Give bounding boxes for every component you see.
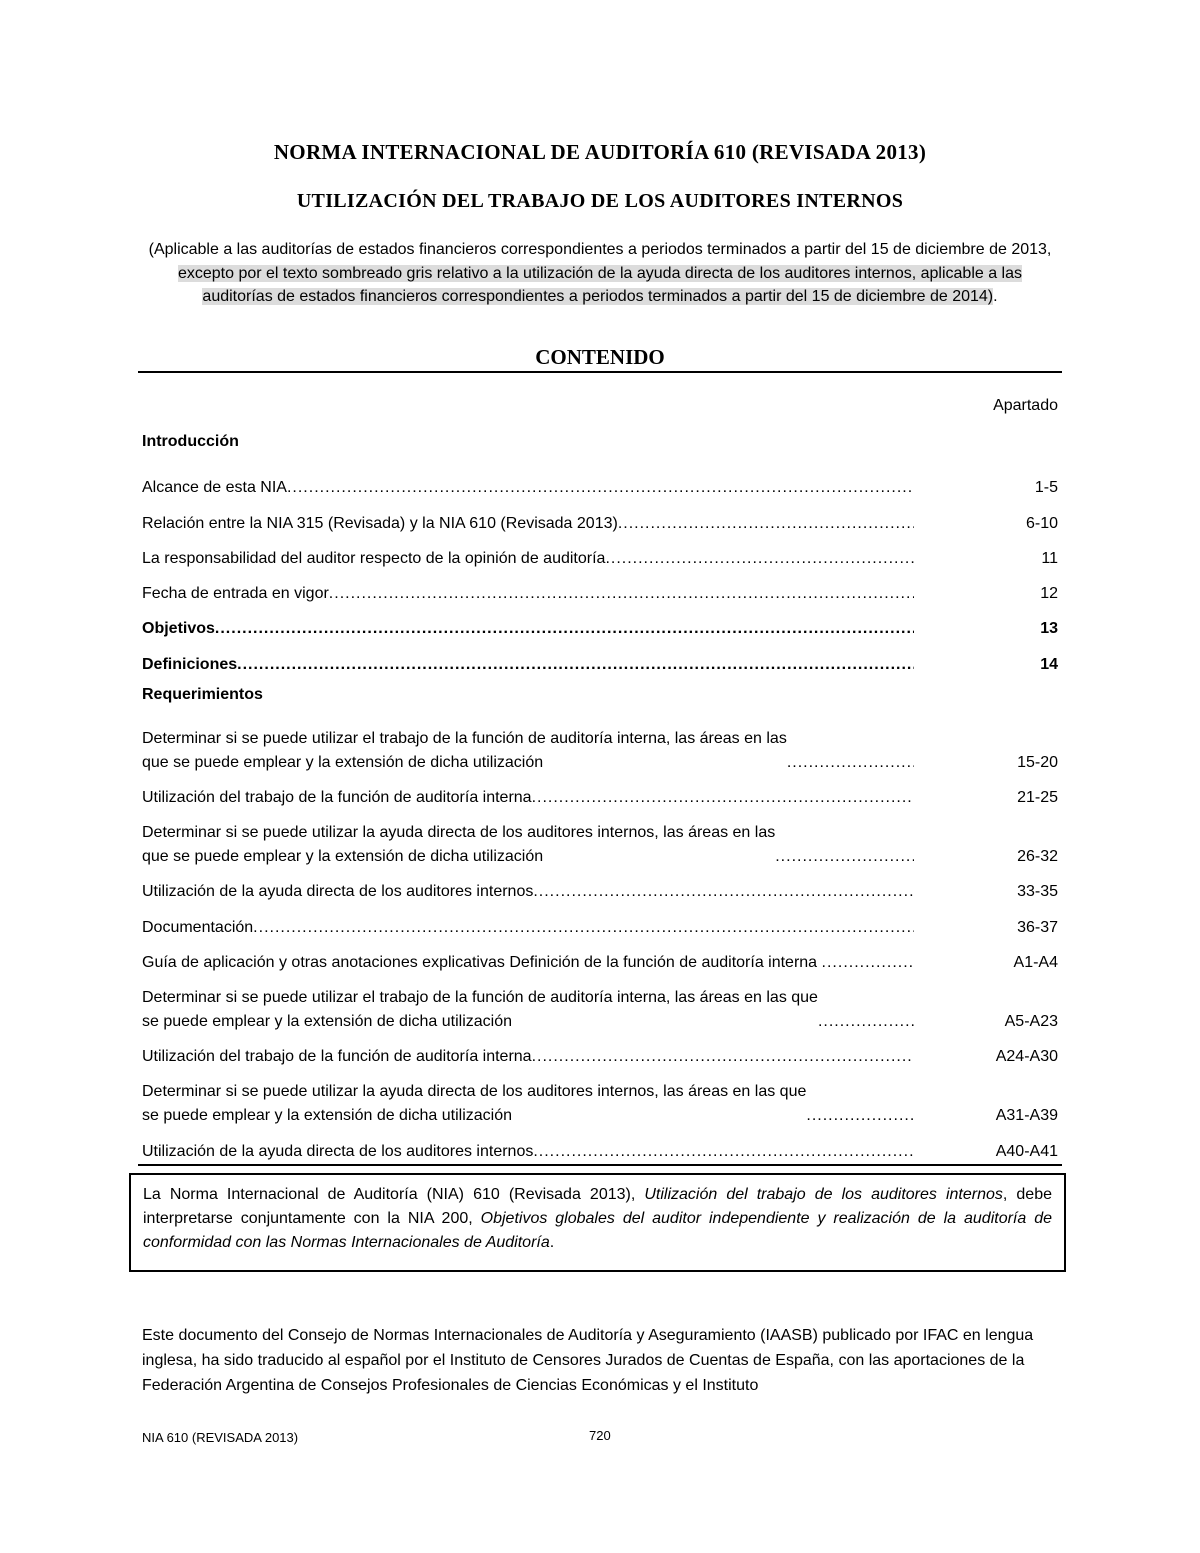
toc-entry-label: Utilización de la ayuda directa de los auditores internos	[142, 883, 534, 901]
toc-entry-ref: A24-A30	[995, 1048, 1058, 1066]
toc-entry-label: que se puede emplear y la extensión de dicha utilización	[142, 848, 544, 866]
toc-entry[interactable]	[142, 904, 1058, 939]
toc-entry-ref: A40-A41	[995, 1142, 1058, 1160]
toc-entry[interactable]	[142, 869, 1058, 904]
toc-entry-label: Guía de aplicación y otras anotaciones explicativas Definición de la función de auditoría interna	[142, 953, 822, 971]
notice-part2: Utilización del trabajo de los auditores internos	[644, 1186, 1003, 1203]
contents-top-rule	[138, 371, 1062, 373]
column-label-apartado: Apartado	[993, 397, 1058, 414]
applicability-note	[148, 238, 1052, 309]
leader-dots	[787, 751, 914, 775]
toc-entry-line1: Determinar si se puede utilizar el trabajo de la función de auditoría interna, las áreas en las	[142, 729, 787, 747]
leader-dots	[533, 1140, 914, 1164]
document-title: NORMA INTERNACIONAL DE AUDITORÍA 610 (REVISADA 2013)	[273, 140, 927, 164]
section-heading-requirements: Requerimientos	[142, 685, 263, 703]
toc-entry-label: se puede emplear y la extensión de dicha utilización	[142, 1107, 517, 1125]
applicability-plain: (Aplicable a las auditorías de estados financieros correspondientes a periodos terminados a partir del 15 de diciembre de 2013,	[148, 241, 1052, 258]
toc-entry-label: Definiciones	[142, 655, 238, 673]
toc-entry-ref: 12	[1040, 585, 1058, 603]
leader-dots	[822, 951, 914, 975]
toc-entry-ref: 13	[1040, 620, 1058, 638]
toc-entry-ref: 6-10	[1025, 514, 1058, 532]
toc-entry-ref: 21-25	[1017, 789, 1058, 807]
toc-entry[interactable]	[142, 716, 1058, 775]
toc-entry-label: Relación entre la NIA 315 (Revisada) y la NIA 610 (Revisada 2013)	[142, 514, 618, 532]
footer-page-number: 720	[589, 1428, 611, 1443]
leader-dots	[806, 1104, 914, 1128]
toc-entry-label: Fecha de entrada en vigor	[142, 585, 329, 603]
leader-dots	[533, 880, 914, 904]
contents-bottom-rule	[138, 1164, 1062, 1166]
toc-entry[interactable]	[142, 500, 1058, 535]
leader-dots	[532, 1045, 914, 1069]
toc-entry[interactable]	[142, 775, 1058, 810]
leader-dots	[253, 916, 914, 940]
toc-entry[interactable]	[142, 1034, 1058, 1069]
toc-entry-ref: 15-20	[1017, 753, 1058, 771]
toc-entry-label: Utilización de la ayuda directa de los auditores internos	[142, 1142, 534, 1160]
toc-entry-label: Utilización del trabajo de la función de auditoría interna	[142, 1048, 532, 1066]
notice-box	[129, 1173, 1066, 1272]
leader-dots	[215, 617, 914, 641]
toc-entry-ref: 26-32	[1017, 848, 1058, 866]
document-subtitle: UTILIZACIÓN DEL TRABAJO DE LOS AUDITORES INTERNOS	[296, 190, 904, 212]
toc-entry-line1: Determinar si se puede utilizar el trabajo de la función de auditoría interna, las áreas en las que	[142, 988, 818, 1006]
applicability-shaded: excepto por el texto sombreado gris relativo a la utilización de la ayuda directa de los auditores internos, aplicable a las auditorías de estados financieros correspondientes a periodos terminados a partir del 15 de diciembre de 2014)	[177, 264, 1023, 305]
toc-entry-label: que se puede emplear y la extensión de dicha utilización	[142, 753, 544, 771]
toc-entry[interactable]	[142, 810, 1058, 869]
toc-entry-label: Alcance de esta NIA	[142, 479, 287, 497]
toc-entry-ref: A5-A23	[1004, 1012, 1058, 1030]
notice-part4: Objetivos globales del auditor independiente y realización de la auditoría de conformidad con las Normas Internacionales de Auditoría	[143, 1210, 1052, 1251]
table-of-contents	[142, 430, 1058, 1164]
section-heading-intro: Introducción	[142, 433, 239, 450]
leader-dots	[818, 1010, 914, 1034]
notice-part3: , debe interpretarse conjuntamente con la NIA 200,	[143, 1186, 1052, 1227]
contents-heading: CONTENIDO	[535, 345, 665, 369]
toc-entry-label: Utilización del trabajo de la función de auditoría interna	[142, 789, 532, 807]
toc-entry[interactable]	[142, 940, 1058, 975]
toc-entry[interactable]	[142, 536, 1058, 571]
toc-entry-label: Documentación	[142, 918, 254, 936]
toc-entry[interactable]	[142, 641, 1058, 676]
leader-dots	[329, 582, 914, 606]
toc-entry-ref: A1-A4	[1013, 953, 1058, 971]
leader-dots	[618, 512, 914, 536]
notice-part5: .	[549, 1234, 555, 1251]
toc-entry[interactable]	[142, 571, 1058, 606]
leader-dots	[605, 547, 914, 571]
toc-entry-ref: 1-5	[1034, 479, 1058, 497]
toc-entry-line1: Determinar si se puede utilizar la ayuda directa de los auditores internos, las áreas en las	[142, 824, 776, 842]
toc-entry-ref: 11	[1041, 549, 1058, 567]
toc-entry-ref: A31-A39	[995, 1107, 1058, 1125]
applicability-end: .	[993, 288, 998, 305]
notice-part1: La Norma Internacional de Auditoría (NIA) 610 (Revisada 2013),	[143, 1186, 645, 1203]
toc-entry[interactable]	[142, 1128, 1058, 1163]
leader-dots	[532, 786, 914, 810]
footer-document-id: NIA 610 (REVISADA 2013)	[142, 1430, 299, 1445]
toc-entry[interactable]	[142, 606, 1058, 641]
translation-note: Este documento del Consejo de Normas Internacionales de Auditoría y Aseguramiento (IAASB) publicado por IFAC en lengua inglesa, ha sido traducido al español por el Instituto de Censores Jurados de Cuentas de España, con las aportaciones de la Federación Argentina de Consejos Profesionales de Ciencias Económicas y el Instituto	[142, 1327, 1034, 1394]
toc-entry-line1: Determinar si se puede utilizar la ayuda directa de los auditores internos, las áreas en las que	[142, 1083, 807, 1101]
toc-entry[interactable]	[142, 1069, 1058, 1128]
leader-dots	[775, 845, 914, 869]
leader-dots	[237, 653, 914, 677]
toc-entry[interactable]	[142, 975, 1058, 1034]
toc-entry-ref: 36-37	[1017, 918, 1058, 936]
toc-entry[interactable]	[142, 465, 1058, 500]
toc-entry-label: La responsabilidad del auditor respecto de la opinión de auditoría	[142, 549, 606, 567]
leader-dots	[287, 476, 914, 500]
toc-entry-ref: 14	[1040, 655, 1058, 673]
toc-entry-ref: 33-35	[1017, 883, 1058, 901]
toc-entry-label: se puede emplear y la extensión de dicha utilización	[142, 1012, 517, 1030]
toc-entry-label: Objetivos	[142, 620, 215, 638]
